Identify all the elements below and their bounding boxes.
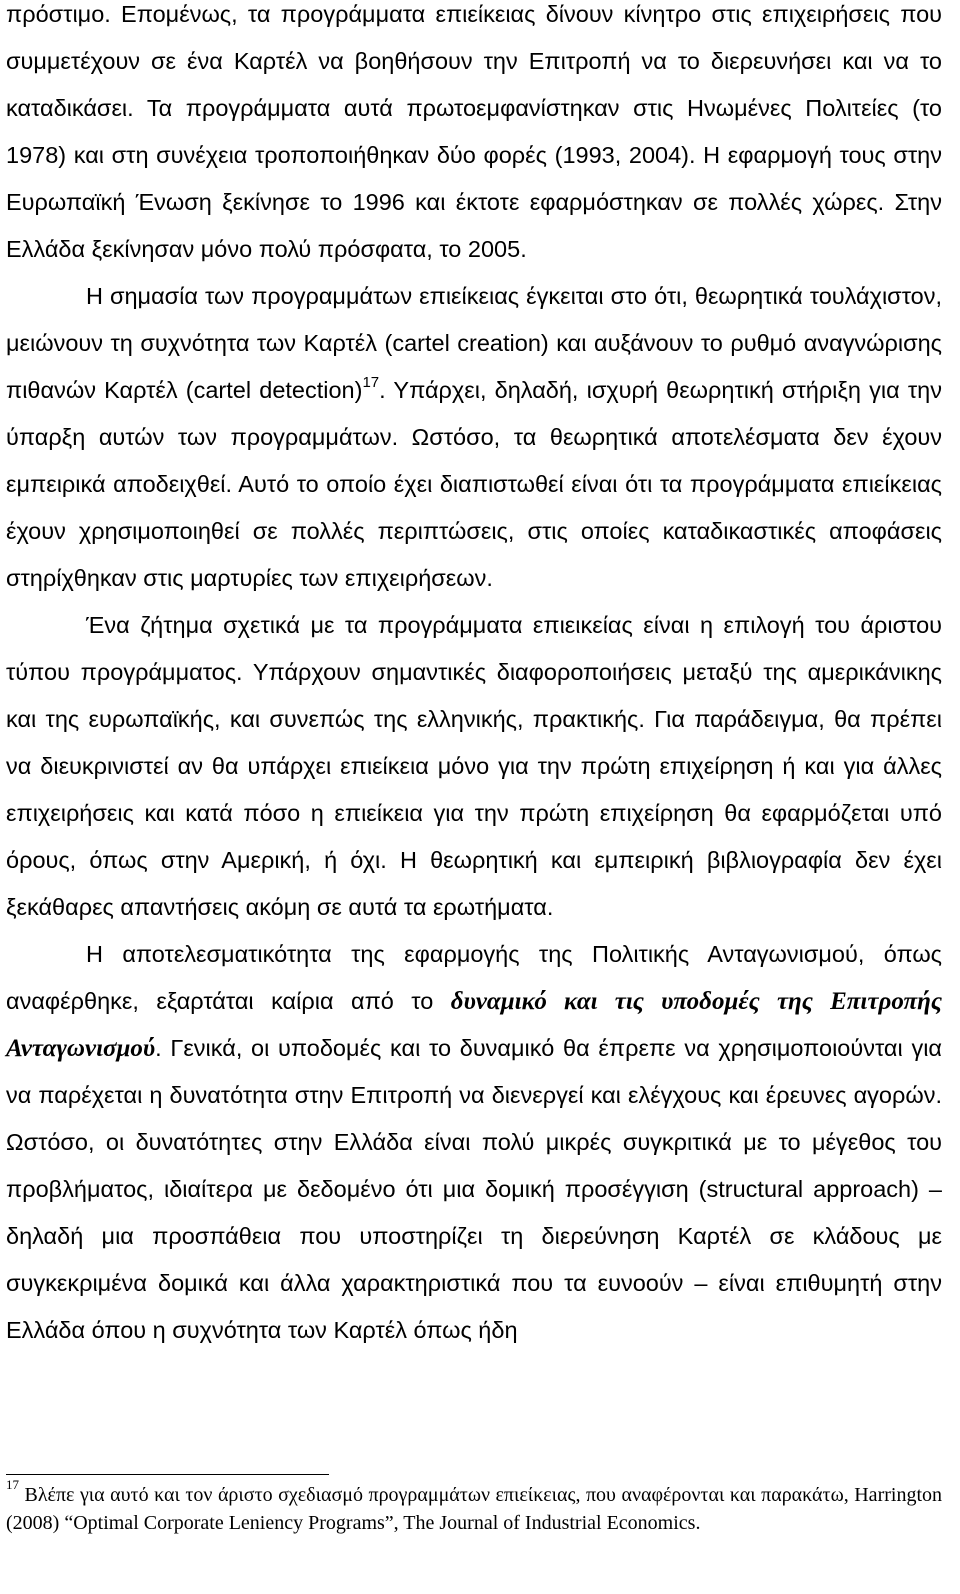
paragraph-2-text-b: . Υπάρχει, δηλαδή, ισχυρή θεωρητική στήριξη για την ύπαρξη αυτών των προγραμμάτων. Ωστόσο, τα θεωρητικά αποτελέσματα δεν έχουν εμπειρικά αποδειχθεί. Αυτό το οποίο έχει διαπιστωθεί είναι ότι τα προγράμματα επιείκειας έχουν χρησιμοποιηθεί σε πολλές περιπτώσεις, στις οποίες καταδικαστικές αποφάσεις στηρίχθηκαν στις μαρτυρίες των επιχειρήσεων. [6, 377, 942, 591]
paragraph-2-text-a: Η σημασία των προγραμμάτων επιείκειας έγκειται στο ότι, θεωρητικά τουλάχιστον, μειώνουν τη συχνότητα των Καρτέλ (cartel creation) και αυξάνουν το ρυθμό αναγνώρισης πιθανών Καρτέλ (cartel detection) [6, 283, 942, 403]
paragraph-4-text-a: Η αποτελεσματικότητα της εφαρμογής της Πολιτικής Ανταγωνισμού, όπως αναφέρθηκε, εξαρτάται καίρια από το [6, 941, 942, 1014]
paragraph-1-text: πρόστιμο. Επομένως, τα προγράμματα επιείκειας δίνουν κίνητρο στις επιχειρήσεις που συμμετέχουν σε ένα Καρτέλ να βοηθήσουν την Επιτροπή να το διερευνήσει και να το καταδικάσει. Τα προγράμματα αυτά πρωτοεμφανίστηκαν στις Ηνωμένες Πολιτείες (το 1978) και στη συνέχεια τροποποιήθηκαν δύο φορές (1993, 2004). Η εφαρμογή τους στην Ευρωπαϊκή Ένωση ξεκίνησε το 1996 και έκτοτε εφαρμόστηκαν σε πολλές χώρες. Στην Ελλάδα ξεκίνησαν μόνο πολύ πρόσφατα, το 2005. [6, 1, 942, 262]
paragraph-4 [0, 931, 960, 1354]
paragraph-2 [0, 273, 960, 602]
paragraph-3-text: Ένα ζήτημα σχετικά με τα προγράμματα επιεικείας είναι η επιλογή του άριστου τύπου προγράμματος. Υπάρχουν σημαντικές διαφοροποιήσεις μεταξύ της αμερικάνικης και της ευρωπαϊκής, και συνεπώς της ελληνικής, πρακτικής. Για παράδειγμα, θα πρέπει να διευκρινιστεί αν θα υπάρχει επιείκεια μόνο για την πρώτη επιχείρηση ή και για άλλες επιχειρήσεις και κατά πόσο η επιείκεια για την πρώτη επιχείρηση θα εφαρμόζεται υπό όρους, όπως στην Αμερική, ή όχι. Η θεωρητική και εμπειρική βιβλιογραφία δεν έχει ξεκάθαρες απαντήσεις ακόμη σε αυτά τα ερωτήματα. [6, 612, 942, 920]
paragraph-4-emphasis: δυναμικό και τις υποδομές της Επιτροπής Ανταγωνισμού [6, 988, 942, 1062]
paragraph-3 [0, 602, 960, 931]
footnote-separator [6, 1474, 329, 1475]
footnote-reference[interactable]: 17 [362, 374, 380, 392]
footnote [6, 1477, 942, 1537]
paragraph-1 [0, 0, 960, 273]
footnote-text: Βλέπε για αυτό και τον άριστο σχεδιασμό προγραμμάτων επιείκειας, που αναφέρονται και παρακάτω, Harrington (2008) “Optimal Corporate Leniency Programs”, The Journal of Industrial Economics. [6, 1484, 942, 1534]
footnote-number: 17 [6, 1477, 19, 1493]
paragraph-4-text-b: . Γενικά, οι υποδομές και το δυναμικό θα έπρεπε να χρησιμοποιούνται για να παρέχεται η δυνατότητα στην Επιτροπή να διενεργεί και ελέγχους και έρευνες αγορών. Ωστόσο, οι δυνατότητες στην Ελλάδα είναι πολύ μικρές συγκριτικά με το μέγεθος του προβλήματος, ιδιαίτερα με δεδομένο ότι μια δομική προσέγγιση (structural approach) – δηλαδή μια προσπάθεια που υποστηρίζει τη διερεύνηση Καρτέλ σε κλάδους με συγκεκριμένα δομικά και άλλα χαρακτηριστικά που τα ευνοούν – είναι επιθυμητή στην Ελλάδα όπου η συχνότητα των Καρτέλ όπως ήδη [6, 1035, 942, 1343]
